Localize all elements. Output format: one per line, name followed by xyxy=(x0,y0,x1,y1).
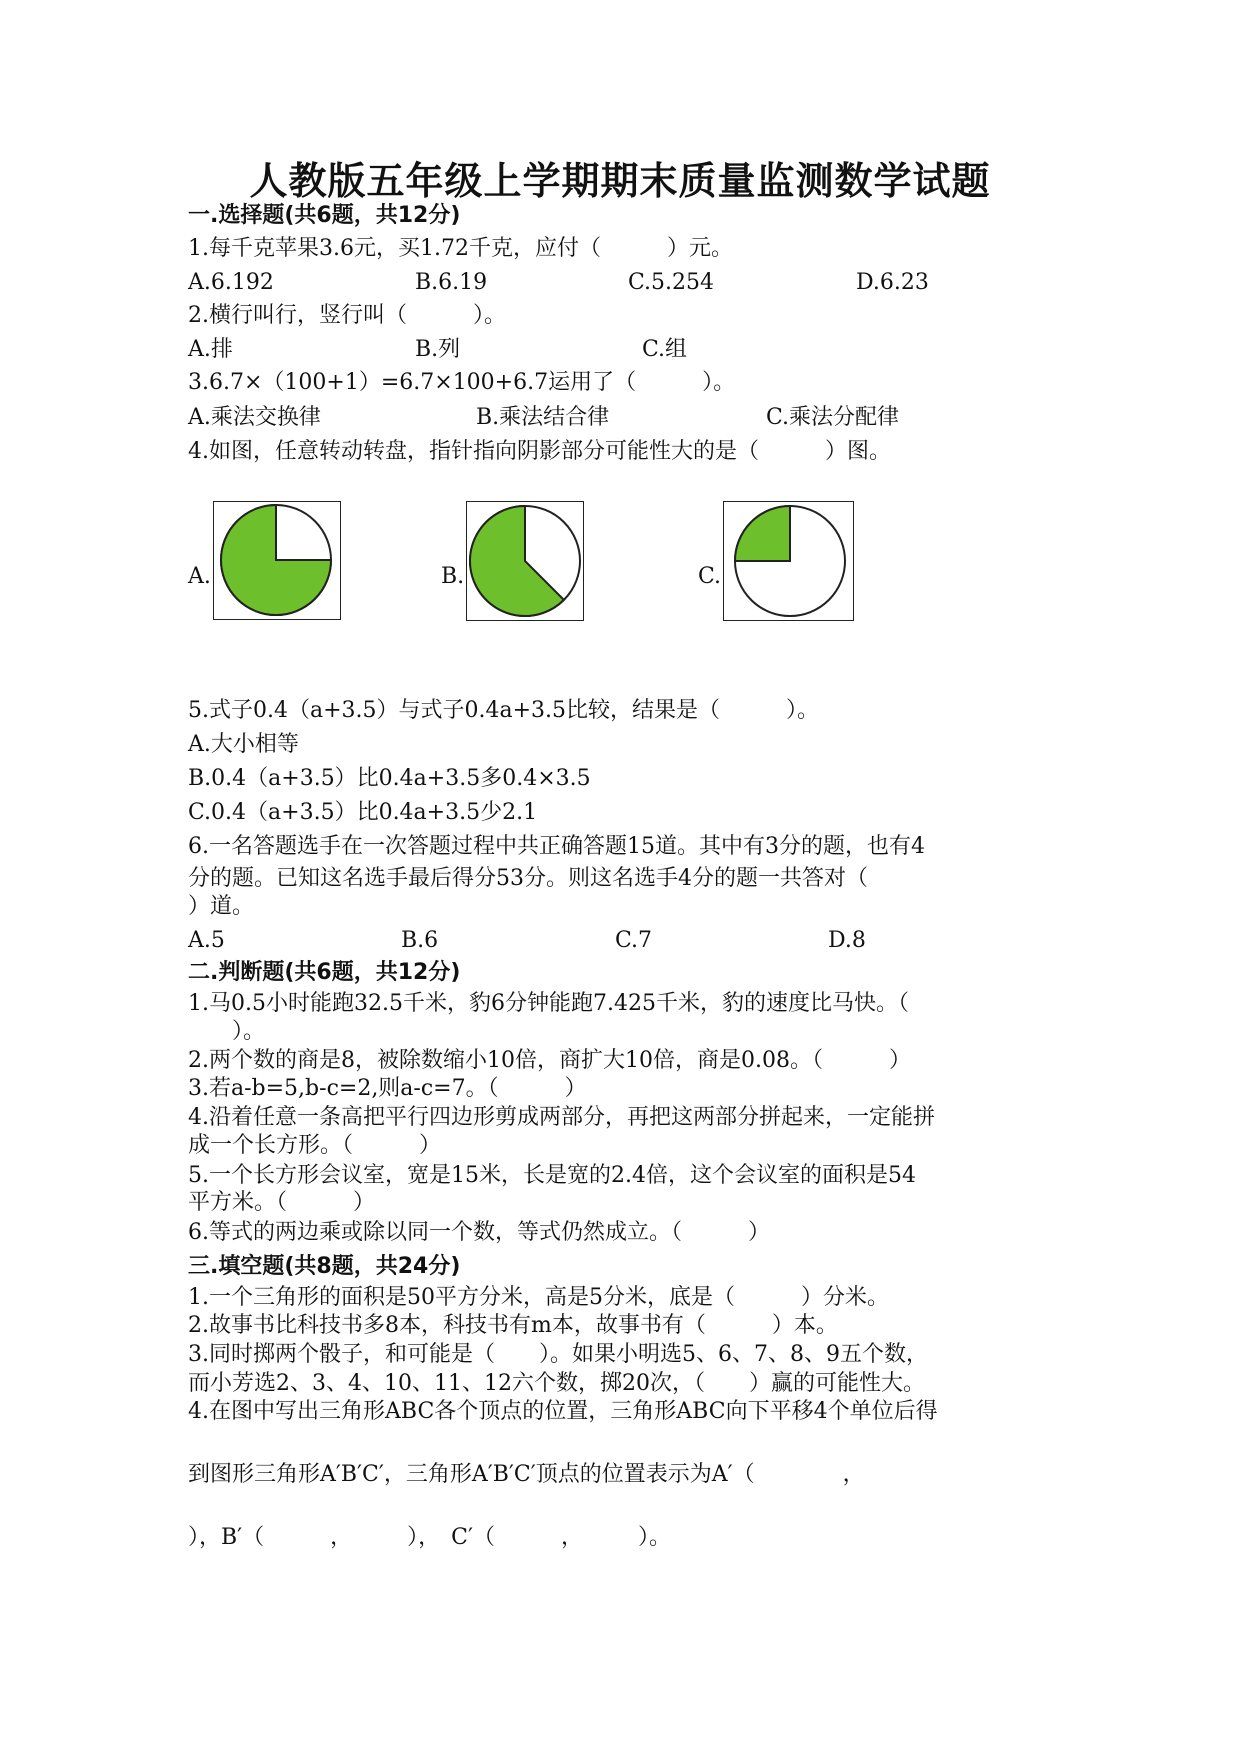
question-2-4-line2: 成一个长方形。（ ） xyxy=(188,1133,442,1158)
option-1-6-d: D.8 xyxy=(828,928,866,953)
option-1-6-b: B.6 xyxy=(401,928,439,953)
question-3-4-line2: 到图形三角形A′B′C′，三角形A′B′C′顶点的位置表示为A′（ ， xyxy=(188,1462,865,1487)
option-1-1-b: B.6.19 xyxy=(415,270,488,295)
question-1-2: 2.横行叫行，竖行叫（ ）。 xyxy=(188,303,506,328)
option-1-3-b: B.乘法结合律 xyxy=(476,405,610,430)
option-1-3-a: A.乘法交换律 xyxy=(188,405,321,430)
question-2-6: 6.等式的两边乘或除以同一个数，等式仍然成立。（ ） xyxy=(188,1220,770,1245)
question-3-4-line1: 4.在图中写出三角形ABC各个顶点的位置，三角形ABC向下平移4个单位后得 xyxy=(188,1399,938,1424)
question-2-1-line1: 1.马0.5小时能跑32.5千米，豹6分钟能跑7.425千米，豹的速度比马快。（ xyxy=(188,991,909,1016)
option-1-1-d: D.6.23 xyxy=(856,270,929,295)
question-3-2: 2.故事书比科技书多8本，科技书有m本，故事书有（ ）本。 xyxy=(188,1313,838,1338)
section-heading-choice: 一.选择题(共6题，共12分) xyxy=(188,203,461,228)
option-1-6-c: C.7 xyxy=(615,928,653,953)
section-heading-judge: 二.判断题(共6题，共12分) xyxy=(188,960,461,985)
option-1-5-a: A.大小相等 xyxy=(188,732,299,757)
question-1-6-line1: 6.一名答题选手在一次答题过程中共正确答题15道。其中有3分的题，也有4 xyxy=(188,834,925,859)
question-2-3: 3.若a-b=5,b-c=2,则a-c=7。（ ） xyxy=(188,1076,587,1101)
figure-c-label: C. xyxy=(698,564,722,589)
option-1-2-c: C.组 xyxy=(642,337,688,362)
page-title: 人教版五年级上学期期末质量监测数学试题 xyxy=(249,158,991,203)
spinner-figure-b xyxy=(466,501,584,621)
question-3-3-line2: 而小芳选2、3、4、10、11、12六个数，掷20次，（ ）赢的可能性大。 xyxy=(188,1371,925,1396)
question-2-4-line1: 4.沿着任意一条高把平行四边形剪成两部分，再把这两部分拼起来，一定能拼 xyxy=(188,1105,935,1130)
question-1-6-line3: ）道。 xyxy=(188,894,255,919)
question-1-5: 5.式子0.4（a+3.5）与式子0.4a+3.5比较，结果是（ ）。 xyxy=(188,698,820,723)
question-3-4-line3: ），B′（ ， ）， C′（ ， ）。 xyxy=(188,1525,671,1550)
spinner-c-shaded-sector xyxy=(735,506,790,561)
question-2-1-line2: ）。 xyxy=(188,1019,266,1044)
option-1-5-c: C.0.4（a+3.5）比0.4a+3.5少2.1 xyxy=(188,800,538,825)
option-1-1-a: A.6.192 xyxy=(188,270,274,295)
question-1-6-line2: 分的题。已知这名选手最后得分53分。则这名选手4分的题一共答对（ xyxy=(188,866,868,891)
question-3-1: 1.一个三角形的面积是50平方分米，高是5分米，底是（ ）分米。 xyxy=(188,1285,889,1310)
option-1-5-b: B.0.4（a+3.5）比0.4a+3.5多0.4×3.5 xyxy=(188,766,591,791)
option-1-2-b: B.列 xyxy=(415,337,461,362)
question-2-5-line1: 5.一个长方形会议室，宽是15米，长是宽的2.4倍，这个会议室的面积是54 xyxy=(188,1163,916,1188)
figure-a-label: A. xyxy=(188,564,211,589)
option-1-2-a: A.排 xyxy=(188,337,233,362)
question-3-3-line1: 3.同时掷两个骰子，和可能是（ ）。如果小明选5、6、7、8、9五个数， xyxy=(188,1342,928,1367)
option-1-1-c: C.5.254 xyxy=(628,270,715,295)
option-1-3-c: C.乘法分配律 xyxy=(766,405,900,430)
question-2-2: 2.两个数的商是8，被除数缩小10倍，商扩大10倍，商是0.08。（ ） xyxy=(188,1048,911,1073)
question-1-1: 1.每千克苹果3.6元，买1.72千克，应付（ ）元。 xyxy=(188,236,733,261)
spinner-figure-a xyxy=(213,501,341,620)
question-1-3: 3.6.7×（100+1）=6.7×100+6.7运用了（ ）。 xyxy=(188,370,736,395)
section-heading-fill: 三.填空题(共8题，共24分) xyxy=(188,1254,461,1279)
question-2-5-line2: 平方米。（ ） xyxy=(188,1190,376,1215)
spinner-figure-c xyxy=(723,501,854,621)
figure-b-label: B. xyxy=(441,564,465,589)
option-1-6-a: A.5 xyxy=(188,928,225,953)
question-1-4: 4.如图，任意转动转盘，指针指向阴影部分可能性大的是（ ）图。 xyxy=(188,439,891,464)
